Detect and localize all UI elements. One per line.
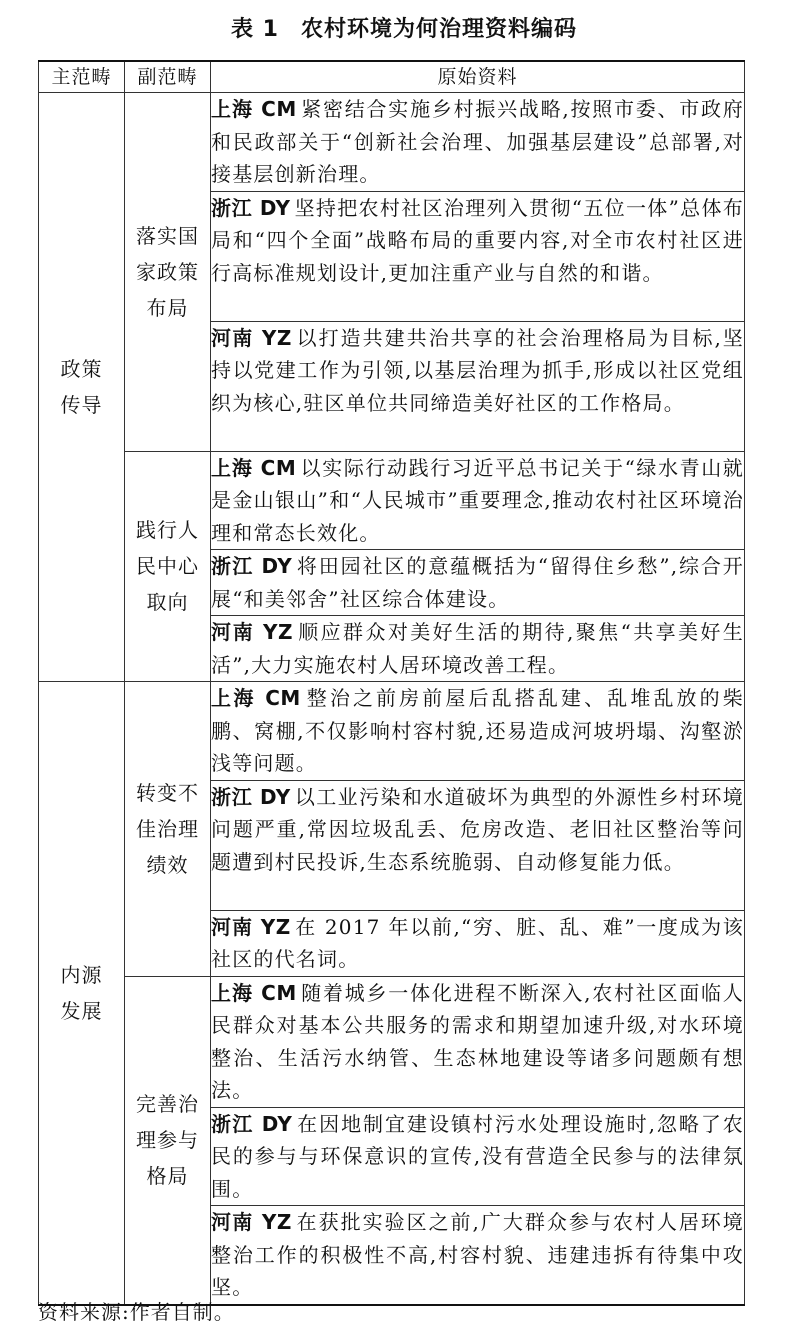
- table-title: 农村环境为何治理资料编码: [300, 17, 577, 42]
- raw-text: 随着城乡一体化进程不断深入,农村社区面临人民群众对基本公共服务的需求和期望加速升级,对水环境整治、生活污水纳管、生态林地建设等诸多问题颇有想法。: [211, 980, 744, 1102]
- raw-text: 在获批实验区之前,广大群众参与农村人居环境整治工作的积极性不高,村容村貌、违建违拆有待集中攻坚。: [211, 1210, 744, 1299]
- org-code: 河南 YZ: [211, 1210, 292, 1234]
- raw-text: 紧密结合实施乡村振兴战略,按照市委、市政府和民政部关于“创新社会治理、加强基层建设”总部署,对接基层创新治理。: [211, 97, 744, 186]
- raw-material-cell: [211, 780, 745, 910]
- table-number: 表 1: [231, 17, 279, 42]
- org-code: 河南 YZ: [211, 914, 291, 939]
- raw-material-cell: [211, 1107, 745, 1206]
- raw-material-cell: [211, 616, 745, 682]
- raw-material-cell: [211, 93, 745, 192]
- main-category-cell: [39, 682, 125, 1305]
- sub-category-label: 践行人民中心取向: [136, 518, 199, 615]
- source-note: 资料来源:作者自制。: [38, 1300, 235, 1324]
- raw-text: 以打造共建共治共享的社会治理格局为目标,坚持以党建工作为引领,以基层治理为抓手,形成以社区党组织为核心,驻区单位共同缔造美好社区的工作格局。: [211, 325, 744, 415]
- sub-category-cell: [125, 682, 211, 977]
- raw-material-cell: [211, 321, 745, 451]
- org-code: 浙江 DY: [211, 1111, 293, 1136]
- raw-material-cell: [211, 682, 745, 781]
- header-main-category: 主范畴: [39, 61, 125, 93]
- raw-material-cell: [211, 191, 745, 321]
- sub-category-cell: [125, 976, 211, 1305]
- table-row: [39, 93, 745, 192]
- raw-text: 在因地制宜建设镇村污水处理设施时,忽略了农民的参与与环保意识的宣传,没有营造全民参与的法律氛围。: [211, 1111, 744, 1201]
- raw-material-cell: [211, 451, 745, 550]
- org-code: 河南 YZ: [211, 325, 292, 350]
- raw-text: 在 2017 年以前,“穷、脏、乱、难”一度成为该社区的代名词。: [211, 914, 745, 971]
- org-code: 上海 CM: [211, 980, 297, 1005]
- table-row: [39, 682, 745, 781]
- main-category-label: 政策传导: [60, 357, 103, 417]
- org-code: 河南 YZ: [211, 620, 294, 644]
- org-code: 上海 CM: [211, 97, 297, 121]
- sub-category-cell: [125, 451, 211, 682]
- table-row: [39, 451, 745, 550]
- sub-category-label: 转变不佳治理绩效: [136, 780, 199, 877]
- raw-material-cell: [211, 550, 745, 616]
- raw-material-cell: [211, 976, 745, 1107]
- raw-text: 将田园社区的意蕴概括为“留得住乡愁”,综合开展“和美邻舍”社区综合体建设。: [211, 554, 744, 611]
- coding-table: [38, 60, 745, 1306]
- main-category-cell: [39, 93, 125, 682]
- raw-text: 以工业污染和水道破坏为典型的外源性乡村环境问题严重,常因垃圾乱丢、危房改造、老旧社区整治等问题遭到村民投诉,生态系统脆弱、自动修复能力低。: [211, 784, 745, 874]
- table-caption: [0, 12, 808, 43]
- raw-text: 整治之前房前屋后乱搭乱建、乱堆乱放的柴鹏、窝棚,不仅影响村容村貌,还易造成河坡坍塌、沟壑淤浅等问题。: [211, 686, 744, 775]
- raw-material-cell: [211, 1206, 745, 1305]
- sub-category-label: 落实国家政策布局: [136, 223, 199, 320]
- raw-text: 以实际行动践行习近平总书记关于“绿水青山就是金山银山”和“人民城市”重要理念,推动农村社区环境治理和常态长效化。: [211, 455, 744, 545]
- header-raw-material: 原始资料: [211, 61, 745, 93]
- header-sub-category: 副范畴: [125, 61, 211, 93]
- org-code: 浙江 DY: [211, 784, 291, 809]
- org-code: 上海 CM: [211, 455, 297, 480]
- table-row: [39, 976, 745, 1107]
- sub-category-cell: [125, 93, 211, 452]
- header-row: [39, 61, 745, 93]
- main-category-label: 内源发展: [60, 962, 103, 1023]
- org-code: 浙江 DY: [211, 195, 291, 220]
- sub-category-label: 完善治理参与格局: [136, 1092, 199, 1188]
- org-code: 上海 CM: [211, 686, 301, 710]
- org-code: 浙江 DY: [211, 554, 293, 578]
- raw-text: 坚持把农村社区治理列入贯彻“五位一体”总体布局和“四个全面”战略布局的重要内容,对全市农村社区进行高标准规划设计,更加注重产业与自然的和谐。: [211, 195, 744, 285]
- raw-text: 顺应群众对美好生活的期待,聚焦“共享美好生活”,大力实施农村人居环境改善工程。: [211, 620, 744, 677]
- raw-material-cell: [211, 910, 745, 976]
